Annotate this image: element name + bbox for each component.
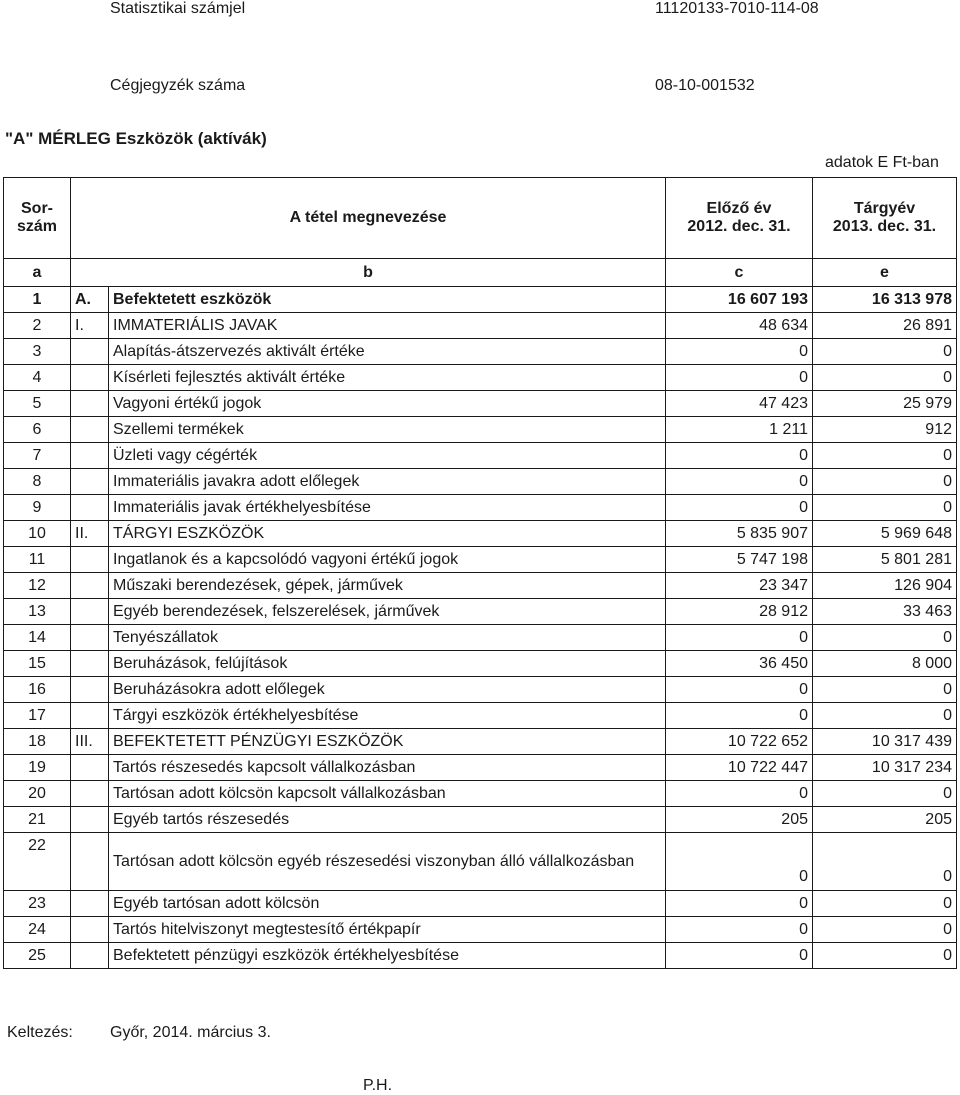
row-previous-year-value: 16 607 193: [666, 287, 813, 313]
row-previous-year-value: 0: [666, 917, 813, 943]
row-number: 13: [4, 599, 71, 625]
row-label: Beruházásokra adott előlegek: [109, 677, 666, 703]
row-current-year-value: 10 317 439: [813, 729, 957, 755]
table-row: [4, 917, 957, 943]
row-previous-year-value: 36 450: [666, 651, 813, 677]
row-group-marker: [71, 807, 109, 833]
row-number: 6: [4, 417, 71, 443]
row-label: Beruházások, felújítások: [109, 651, 666, 677]
row-number: 4: [4, 365, 71, 391]
table-row: [4, 495, 957, 521]
row-number: 20: [4, 781, 71, 807]
row-group-marker: [71, 573, 109, 599]
date-value: Győr, 2014. március 3.: [110, 1024, 271, 1041]
row-number: 16: [4, 677, 71, 703]
row-previous-year-value: 5 835 907: [666, 521, 813, 547]
row-current-year-value: 33 463: [813, 599, 957, 625]
row-label: Műszaki berendezések, gépek, járművek: [109, 573, 666, 599]
row-current-year-value: 0: [813, 339, 957, 365]
row-number: 5: [4, 391, 71, 417]
row-number: 19: [4, 755, 71, 781]
row-group-marker: [71, 469, 109, 495]
table-row: [4, 943, 957, 969]
row-previous-year-value: 0: [666, 469, 813, 495]
row-group-marker: [71, 781, 109, 807]
row-number: 23: [4, 891, 71, 917]
table-row: [4, 573, 957, 599]
table-row: [4, 755, 957, 781]
row-group-marker: A.: [71, 287, 109, 313]
row-label: Immateriális javakra adott előlegek: [109, 469, 666, 495]
row-previous-year-value: 10 722 447: [666, 755, 813, 781]
table-row: [4, 287, 957, 313]
table-row: [4, 417, 957, 443]
header-row: [4, 178, 957, 259]
row-current-year-value: 0: [813, 917, 957, 943]
row-number: 25: [4, 943, 71, 969]
table-row: [4, 313, 957, 339]
row-label: Befektetett pénzügyi eszközök értékhelyesbítése: [109, 943, 666, 969]
registration-number-label: Cégjegyzék száma: [110, 77, 246, 94]
unit-note: adatok E Ft-ban: [825, 154, 939, 171]
row-label: Kísérleti fejlesztés aktivált értéke: [109, 365, 666, 391]
row-group-marker: [71, 547, 109, 573]
row-previous-year-value: 0: [666, 677, 813, 703]
table-row: [4, 625, 957, 651]
row-label: Tárgyi eszközök értékhelyesbítése: [109, 703, 666, 729]
row-current-year-value: 912: [813, 417, 957, 443]
header-previous-year: Előző év 2012. dec. 31.: [666, 178, 813, 259]
row-number: 18: [4, 729, 71, 755]
row-label: Tartós hitelviszonyt megtestesítő értékpapír: [109, 917, 666, 943]
header-sorszam: Sor- szám: [4, 178, 71, 259]
table-row: [4, 781, 957, 807]
stat-number-label: Statisztikai számjel: [110, 0, 246, 17]
row-previous-year-value: 205: [666, 807, 813, 833]
row-current-year-value: 0: [813, 833, 957, 891]
row-group-marker: [71, 677, 109, 703]
row-number: 1: [4, 287, 71, 313]
row-current-year-value: 0: [813, 703, 957, 729]
page-title: "A" MÉRLEG Eszközök (aktívák): [5, 129, 267, 148]
row-label: Üzleti vagy cégérték: [109, 443, 666, 469]
row-current-year-value: 0: [813, 943, 957, 969]
row-previous-year-value: 0: [666, 943, 813, 969]
row-label: Alapítás-átszervezés aktivált értéke: [109, 339, 666, 365]
row-group-marker: [71, 625, 109, 651]
row-label: IMMATERIÁLIS JAVAK: [109, 313, 666, 339]
row-current-year-value: 16 313 978: [813, 287, 957, 313]
row-previous-year-value: 10 722 652: [666, 729, 813, 755]
row-label: BEFEKTETETT PÉNZÜGYI ESZKÖZÖK: [109, 729, 666, 755]
column-letter-e: e: [813, 259, 957, 287]
row-number: 3: [4, 339, 71, 365]
row-number: 8: [4, 469, 71, 495]
row-label: Befektetett eszközök: [109, 287, 666, 313]
table-row: [4, 807, 957, 833]
table-row: [4, 469, 957, 495]
row-current-year-value: 0: [813, 781, 957, 807]
row-number: 2: [4, 313, 71, 339]
column-letter-c: c: [666, 259, 813, 287]
stamp-placeholder: P.H.: [363, 1077, 393, 1094]
row-label: Ingatlanok és a kapcsolódó vagyoni értékű jogok: [109, 547, 666, 573]
table-row: [4, 391, 957, 417]
row-current-year-value: 0: [813, 891, 957, 917]
row-label: Egyéb tartós részesedés: [109, 807, 666, 833]
row-previous-year-value: 5 747 198: [666, 547, 813, 573]
row-number: 22: [4, 833, 71, 891]
row-label: Vagyoni értékű jogok: [109, 391, 666, 417]
row-group-marker: [71, 943, 109, 969]
table-row: [4, 677, 957, 703]
row-number: 17: [4, 703, 71, 729]
row-number: 11: [4, 547, 71, 573]
row-previous-year-value: 0: [666, 781, 813, 807]
row-group-marker: [71, 443, 109, 469]
row-previous-year-value: 1 211: [666, 417, 813, 443]
row-label: Tenyészállatok: [109, 625, 666, 651]
column-letter-row: [4, 259, 957, 287]
table-row: [4, 651, 957, 677]
row-previous-year-value: 48 634: [666, 313, 813, 339]
row-label: Szellemi termékek: [109, 417, 666, 443]
table-row: [4, 703, 957, 729]
row-label: Egyéb berendezések, felszerelések, járművek: [109, 599, 666, 625]
row-current-year-value: 0: [813, 443, 957, 469]
balance-sheet-table: [3, 177, 957, 969]
row-current-year-value: 26 891: [813, 313, 957, 339]
row-label: Tartósan adott kölcsön kapcsolt vállalkozásban: [109, 781, 666, 807]
header-item-name: A tétel megnevezése: [71, 178, 666, 259]
row-current-year-value: 8 000: [813, 651, 957, 677]
row-label: Egyéb tartósan adott kölcsön: [109, 891, 666, 917]
row-label: Tartós részesedés kapcsolt vállalkozásban: [109, 755, 666, 781]
row-number: 10: [4, 521, 71, 547]
row-previous-year-value: 0: [666, 833, 813, 891]
row-number: 24: [4, 917, 71, 943]
row-group-marker: II.: [71, 521, 109, 547]
table-row: [4, 521, 957, 547]
row-current-year-value: 0: [813, 677, 957, 703]
row-previous-year-value: 0: [666, 443, 813, 469]
row-label: TÁRGYI ESZKÖZÖK: [109, 521, 666, 547]
row-current-year-value: 126 904: [813, 573, 957, 599]
row-previous-year-value: 0: [666, 625, 813, 651]
row-number: 7: [4, 443, 71, 469]
row-current-year-value: 0: [813, 495, 957, 521]
registration-number-value: 08-10-001532: [655, 77, 755, 94]
row-current-year-value: 25 979: [813, 391, 957, 417]
row-group-marker: III.: [71, 729, 109, 755]
row-current-year-value: 10 317 234: [813, 755, 957, 781]
table-row: [4, 365, 957, 391]
row-group-marker: [71, 495, 109, 521]
row-current-year-value: 0: [813, 365, 957, 391]
row-current-year-value: 0: [813, 469, 957, 495]
column-letter-a: a: [4, 259, 71, 287]
row-current-year-value: 5 969 648: [813, 521, 957, 547]
row-group-marker: [71, 651, 109, 677]
table-row: [4, 547, 957, 573]
row-group-marker: [71, 703, 109, 729]
row-group-marker: [71, 365, 109, 391]
row-previous-year-value: 0: [666, 703, 813, 729]
row-group-marker: [71, 891, 109, 917]
row-group-marker: I.: [71, 313, 109, 339]
table-row: [4, 833, 957, 891]
row-previous-year-value: 47 423: [666, 391, 813, 417]
row-number: 21: [4, 807, 71, 833]
row-number: 14: [4, 625, 71, 651]
row-previous-year-value: 0: [666, 495, 813, 521]
row-previous-year-value: 0: [666, 891, 813, 917]
stat-number-value: 11120133-7010-114-08: [655, 0, 819, 17]
row-number: 12: [4, 573, 71, 599]
date-label: Keltezés:: [7, 1024, 73, 1041]
row-previous-year-value: 28 912: [666, 599, 813, 625]
row-label: Tartósan adott kölcsön egyéb részesedési viszonyban álló vállalkozásban: [109, 833, 666, 891]
row-previous-year-value: 23 347: [666, 573, 813, 599]
row-group-marker: [71, 917, 109, 943]
column-letter-b: b: [71, 259, 666, 287]
table-row: [4, 339, 957, 365]
row-group-marker: [71, 599, 109, 625]
row-label: Immateriális javak értékhelyesbítése: [109, 495, 666, 521]
table-row: [4, 891, 957, 917]
table-row: [4, 443, 957, 469]
row-previous-year-value: 0: [666, 339, 813, 365]
table-row: [4, 729, 957, 755]
row-group-marker: [71, 391, 109, 417]
row-previous-year-value: 0: [666, 365, 813, 391]
row-group-marker: [71, 339, 109, 365]
row-group-marker: [71, 833, 109, 891]
table-row: [4, 599, 957, 625]
row-group-marker: [71, 417, 109, 443]
row-current-year-value: 0: [813, 625, 957, 651]
row-current-year-value: 5 801 281: [813, 547, 957, 573]
row-number: 15: [4, 651, 71, 677]
row-group-marker: [71, 755, 109, 781]
row-number: 9: [4, 495, 71, 521]
row-current-year-value: 205: [813, 807, 957, 833]
header-current-year: Tárgyév 2013. dec. 31.: [813, 178, 957, 259]
